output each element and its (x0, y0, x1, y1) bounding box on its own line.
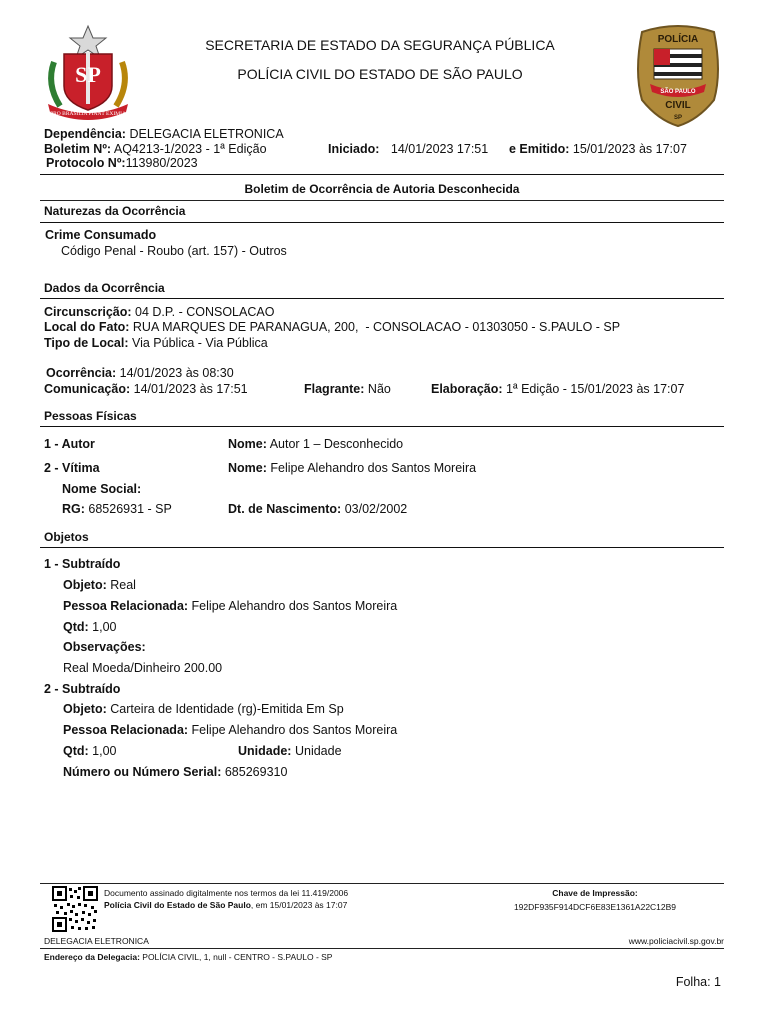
objeto-1-obs-label: Observações: (63, 640, 146, 654)
divider (40, 200, 724, 201)
objeto-2-objeto-row (63, 702, 344, 716)
divider (40, 222, 724, 223)
objeto-1-pessoa-row (63, 599, 397, 613)
objeto-1-qtd-row (63, 620, 117, 634)
qr-code (52, 886, 98, 932)
header-title-line1: SECRETARIA DE ESTADO DA SEGURANÇA PÚBLICA (205, 37, 555, 53)
ocorrencia-label: Ocorrência: (46, 366, 117, 380)
dependencia-row (44, 127, 284, 141)
signature-date: , em 15/01/2023 às 17:07 (250, 900, 348, 910)
objeto-2-unidade-value: Unidade (294, 744, 342, 758)
objeto-1-obs-value: Real Moeda/Dinheiro 200.00 (63, 661, 223, 675)
iniciado-label: Iniciado: (328, 142, 380, 156)
emitido-label: e Emitido: (509, 142, 570, 156)
boletim-value: AQ4213-1/2023 - 1ª Edição (113, 142, 267, 156)
footer-divider (40, 948, 724, 949)
objeto-2-pessoa-label: Pessoa Relacionada: (63, 723, 189, 737)
natureza-detail: Código Penal - Roubo (art. 157) - Outros (61, 244, 287, 258)
protocolo-value: 113980/2023 (125, 156, 198, 170)
objeto-1-pessoa-label: Pessoa Relacionada: (63, 599, 189, 613)
circunscricao-label: Circunscrição: (44, 305, 132, 319)
nascimento-label: Dt. de Nascimento: (228, 502, 342, 516)
chave-value: 192DF935F914DCF6E83E1361A22C12B9 (513, 902, 677, 912)
footer-site-link[interactable]: www.policiacivil.sp.gov.br (628, 936, 724, 946)
signature-line1: Documento assinado digitalmente nos termos da lei 11.419/2006 (104, 888, 349, 898)
elaboracao-value: 1ª Edição - 15/01/2023 às 17:07 (506, 382, 685, 396)
circunscricao-value: 04 D.P. - CONSOLACAO (135, 305, 275, 319)
local-label: Local do Fato: (44, 320, 130, 334)
flagrante-value: Não (367, 382, 391, 396)
objeto-1-qtd-label: Qtd: (63, 620, 89, 634)
iniciado-value: 14/01/2023 17:51 (390, 142, 489, 156)
local-value: RUA MARQUES DE PARANAGUA, 200, - CONSOLACAO - 01303050 - S.PAULO - SP (132, 320, 621, 334)
divider (40, 426, 724, 427)
rg-label: RG: (62, 502, 85, 516)
badge-policia-text: POLÍCIA (657, 34, 699, 45)
policia-civil-badge (634, 22, 722, 128)
natureza-type: Crime Consumado (45, 228, 157, 242)
nome-social-label: Nome Social: (62, 482, 142, 496)
tipo-local-row (44, 336, 268, 350)
ocorrencia-value: 14/01/2023 às 08:30 (119, 366, 234, 380)
tipo-local-label: Tipo de Local: (44, 336, 129, 350)
objeto-1-objeto-value: Real (110, 578, 136, 592)
objeto-1-title: 1 - Subtraído (44, 557, 121, 571)
boletim-row (44, 142, 267, 156)
protocolo-label: Protocolo Nº: (46, 156, 126, 170)
nascimento-row (228, 502, 407, 516)
pessoa-2-nome-row (228, 461, 476, 475)
section-heading-naturezas: Naturezas da Ocorrência (44, 204, 186, 218)
endereco-label: Endereço da Delegacia: (44, 952, 140, 962)
objeto-2-serial-value: 685269310 (224, 765, 288, 779)
rg-row (62, 502, 172, 516)
dependencia-value: DELEGACIA ELETRONICA (129, 127, 284, 141)
objeto-1-objeto-row (63, 578, 136, 592)
comunicacao-row (44, 382, 248, 396)
divider (40, 298, 724, 299)
objeto-1-objeto-label: Objeto: (63, 578, 107, 592)
objeto-2-qtd-row (63, 744, 117, 758)
objeto-2-qtd-label: Qtd: (63, 744, 89, 758)
objeto-2-unidade-label: Unidade: (238, 744, 292, 758)
document-title: Boletim de Ocorrência de Autoria Desconhecida (244, 182, 520, 196)
pessoa-1-nome-row (228, 437, 403, 451)
pessoa-1-nome-value: Autor 1 – Desconhecido (269, 437, 404, 451)
signature-line2 (104, 900, 347, 910)
flagrante-row (304, 382, 391, 396)
local-row (44, 320, 620, 334)
divider (40, 547, 724, 548)
header-title-line2: POLÍCIA CIVIL DO ESTADO DE SÃO PAULO (237, 66, 523, 82)
flagrante-label: Flagrante: (304, 382, 365, 396)
pessoa-2-nome-label: Nome: (228, 461, 267, 475)
pessoa-2-nome-value: Felipe Alehandro dos Santos Moreira (270, 461, 477, 475)
tipo-local-value: Via Pública - Via Pública (131, 336, 268, 350)
badge-civil-text: CIVIL (665, 100, 691, 111)
emitido-row (509, 142, 687, 156)
emblem-motto: PRO BRASILIA FIANT EXIMIA (50, 111, 126, 117)
pessoa-1-role: 1 - Autor (44, 437, 95, 451)
objeto-1-pessoa-value: Felipe Alehandro dos Santos Moreira (191, 599, 398, 613)
endereco-value: POLÍCIA CIVIL, 1, null - CENTRO - S.PAULO - SP (142, 952, 333, 962)
comunicacao-label: Comunicação: (44, 382, 131, 396)
iniciado-row (328, 142, 488, 156)
emitido-value: 15/01/2023 às 17:07 (572, 142, 687, 156)
pessoa-2-role: 2 - Vítima (44, 461, 100, 475)
pessoa-1-nome-label: Nome: (228, 437, 267, 451)
footer-delegacia: DELEGACIA ELETRONICA (44, 936, 149, 946)
circunscricao-row (44, 305, 274, 319)
objeto-2-serial-row (63, 765, 287, 779)
objeto-2-title: 2 - Subtraído (44, 682, 121, 696)
objeto-2-objeto-label: Objeto: (63, 702, 107, 716)
divider (40, 174, 724, 175)
signature-org: Polícia Civil do Estado de São Paulo (104, 900, 251, 910)
elaboracao-row (431, 382, 684, 396)
elaboracao-label: Elaboração: (431, 382, 503, 396)
emblem-sp-text: SP (75, 62, 101, 87)
objeto-2-pessoa-value: Felipe Alehandro dos Santos Moreira (191, 723, 398, 737)
endereco-row (44, 952, 332, 962)
footer-divider (40, 883, 724, 884)
page-number: Folha: 1 (675, 975, 721, 989)
nascimento-value: 03/02/2002 (344, 502, 408, 516)
objeto-1-qtd-value: 1,00 (92, 620, 117, 634)
section-heading-pessoas: Pessoas Físicas (44, 409, 137, 423)
sp-state-emblem (40, 22, 136, 122)
objeto-2-unidade-row (238, 744, 342, 758)
objeto-2-serial-label: Número ou Número Serial: (63, 765, 222, 779)
ocorrencia-row (46, 366, 234, 380)
section-heading-objetos: Objetos (44, 530, 89, 544)
objeto-2-pessoa-row (63, 723, 397, 737)
chave-label: Chave de Impressão: (552, 888, 638, 898)
dependencia-label: Dependência: (44, 127, 126, 141)
comunicacao-value: 14/01/2023 às 17:51 (133, 382, 248, 396)
badge-state-text: SÃO PAULO (660, 89, 696, 95)
objeto-2-objeto-value: Carteira de Identidade (rg)-Emitida Em Sp (110, 702, 344, 716)
objeto-2-qtd-value: 1,00 (92, 744, 117, 758)
section-heading-dados: Dados da Ocorrência (44, 281, 165, 295)
protocolo-row (46, 156, 198, 170)
badge-sp-text: SP (673, 115, 683, 121)
boletim-label: Boletim Nº: (44, 142, 112, 156)
rg-value: 68526931 - SP (88, 502, 172, 516)
